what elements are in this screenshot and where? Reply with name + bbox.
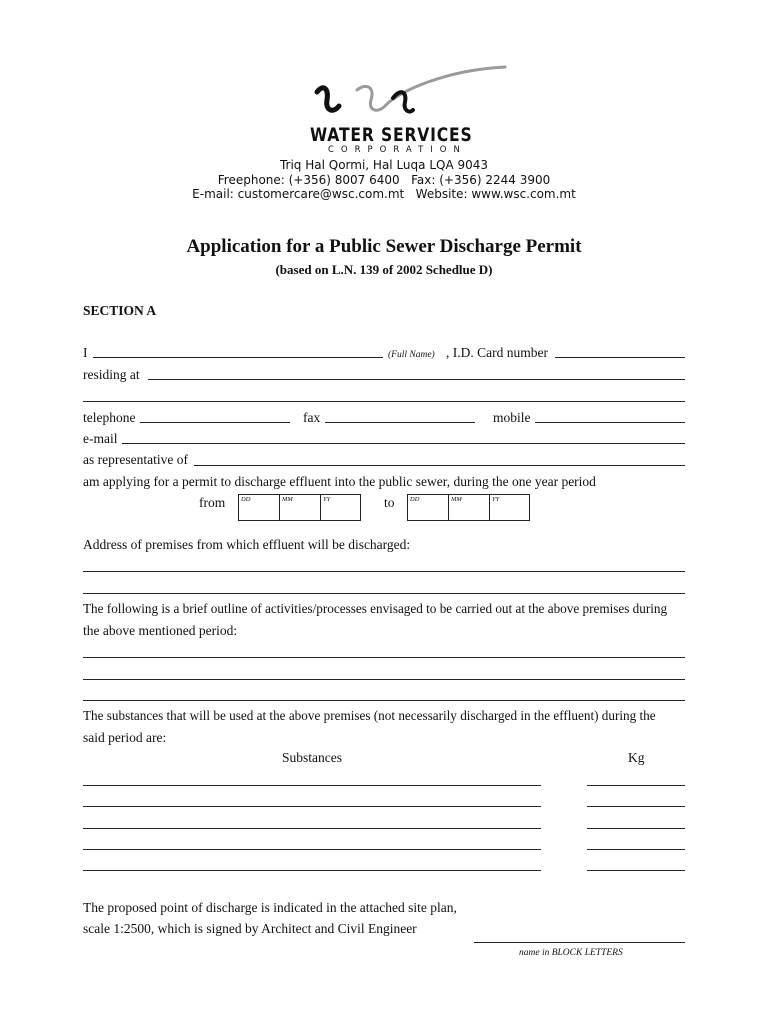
mobile-field[interactable] <box>535 422 685 423</box>
activities-field-3[interactable] <box>83 700 685 701</box>
architect-name-field[interactable] <box>474 942 685 943</box>
substances-column-header: Substances <box>282 750 342 765</box>
to-date-box[interactable] <box>407 494 530 521</box>
substances-text-1: The substances that will be used at the above premises (not necessarily discharged in the effluent) during the <box>83 708 656 723</box>
discharge-text-1: The proposed point of discharge is indicated in the attached site plan, <box>83 900 457 915</box>
page-title: Application for a Public Sewer Discharge Permit <box>186 236 582 257</box>
to-dd-label: DD <box>410 496 420 503</box>
telephone-field[interactable] <box>140 422 290 423</box>
premises-label: Address of premises from which effluent will be discharged: <box>83 537 411 552</box>
fax-field[interactable] <box>325 422 475 423</box>
from-date-box[interactable] <box>238 494 361 521</box>
section-heading: SECTION A <box>83 303 157 318</box>
from-mm-label: MM <box>282 496 293 503</box>
kg-field-4[interactable] <box>587 849 685 850</box>
full-name-hint: (Full Name) <box>388 350 435 360</box>
representative-field[interactable] <box>194 465 685 466</box>
kg-field-5[interactable] <box>587 870 685 871</box>
label-from: from <box>199 495 226 510</box>
kg-field-2[interactable] <box>587 806 685 807</box>
label-mobile: mobile <box>493 410 531 425</box>
activities-field-1[interactable] <box>83 657 685 658</box>
discharge-text-2: scale 1:2500, which is signed by Architect and Civil Engineer <box>83 921 417 936</box>
substance-field-4[interactable] <box>83 849 541 850</box>
page-subtitle: (based on L.N. 139 of 2002 Schedlue D) <box>275 262 493 277</box>
company-contacts: E-mail: customercare@wsc.com.mt Website: www.wsc.com.mt <box>192 187 576 201</box>
label-email: e-mail <box>83 431 118 446</box>
kg-field-3[interactable] <box>587 828 685 829</box>
activities-text-1: The following is a brief outline of activities/processes envisaged to be carried out at the above premises during <box>83 601 668 616</box>
residing-field[interactable] <box>148 379 685 380</box>
label-fax: fax <box>303 410 321 425</box>
from-yy-label: YY <box>323 496 331 503</box>
company-phones: Freephone: (+356) 8007 6400 Fax: (+356) 2244 3900 <box>217 173 551 187</box>
residing-field-2[interactable] <box>83 401 685 402</box>
substance-field-3[interactable] <box>83 828 541 829</box>
label-id-card: , I.D. Card number <box>446 345 548 360</box>
email-field[interactable] <box>122 443 685 444</box>
label-telephone: telephone <box>83 410 136 425</box>
substance-field-2[interactable] <box>83 806 541 807</box>
label-residing: residing at <box>83 367 140 382</box>
period-text: am applying for a permit to discharge effluent into the public sewer, during the one year period <box>83 474 596 489</box>
company-address: Triq Hal Qormi, Hal Luqa LQA 9043 <box>279 158 489 172</box>
company-subtitle: CORPORATION <box>328 145 467 155</box>
wsc-logo-mark <box>305 62 515 122</box>
premises-field-1[interactable] <box>83 571 685 572</box>
substance-field-5[interactable] <box>83 870 541 871</box>
from-dd-label: DD <box>241 496 251 503</box>
activities-field-2[interactable] <box>83 679 685 680</box>
company-name: WATER SERVICES <box>310 124 473 146</box>
to-mm-label: MM <box>451 496 462 503</box>
full-name-field[interactable] <box>93 357 383 358</box>
block-letters-hint: name in BLOCK LETTERS <box>519 948 623 958</box>
kg-field-1[interactable] <box>587 785 685 786</box>
id-card-field[interactable] <box>555 357 685 358</box>
label-i: I <box>83 345 88 360</box>
kg-column-header: Kg <box>628 750 645 765</box>
premises-field-2[interactable] <box>83 593 685 594</box>
substances-text-2: said period are: <box>83 730 167 745</box>
to-yy-label: YY <box>492 496 500 503</box>
substance-field-1[interactable] <box>83 785 541 786</box>
activities-text-2: the above mentioned period: <box>83 623 238 638</box>
label-representative: as representative of <box>83 452 188 467</box>
label-to: to <box>384 495 395 510</box>
